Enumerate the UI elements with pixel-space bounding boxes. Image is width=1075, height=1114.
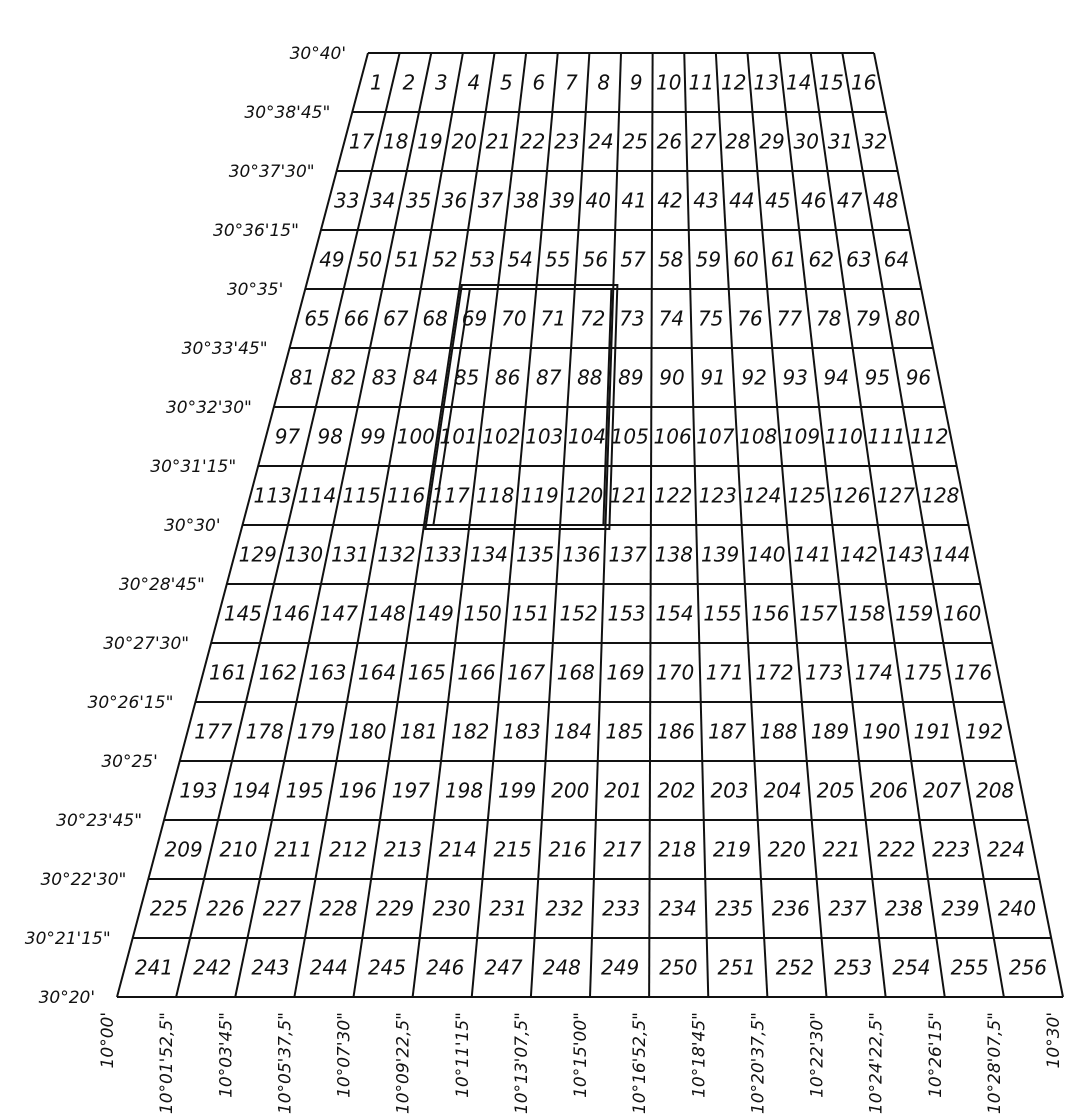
cell-number: 225 — [149, 896, 188, 921]
cell-number: 72 — [579, 306, 606, 331]
cell-number: 60 — [733, 247, 759, 272]
cell-number: 36 — [441, 188, 468, 213]
longitude-label: 10°13'07,5" — [511, 1012, 532, 1114]
latitude-label: 30°21'15" — [24, 929, 111, 949]
cell-number: 133 — [423, 542, 462, 567]
longitude-label: 10°20'37,5" — [748, 1012, 769, 1114]
cell-number: 202 — [657, 778, 696, 803]
cell-number: 192 — [965, 719, 1004, 744]
cell-number: 18 — [383, 129, 409, 154]
cell-number: 90 — [659, 365, 685, 390]
cell-number: 184 — [553, 719, 593, 744]
cell-number: 204 — [763, 778, 802, 803]
cell-number: 15 — [818, 70, 844, 95]
cell-number: 246 — [426, 955, 465, 980]
cell-number: 161 — [209, 660, 248, 685]
cell-number: 56 — [582, 247, 609, 272]
cell-number: 130 — [284, 542, 324, 567]
cell-number: 54 — [507, 247, 533, 272]
cell-number: 37 — [477, 188, 504, 213]
cell-number: 247 — [484, 955, 523, 980]
cell-number: 153 — [607, 601, 646, 626]
cell-number: 35 — [405, 188, 432, 213]
cell-number: 136 — [562, 542, 601, 567]
cell-number: 114 — [298, 483, 337, 508]
cell-number: 244 — [309, 955, 348, 980]
cell-number: 140 — [747, 542, 786, 567]
cell-number: 195 — [285, 778, 324, 803]
cell-number: 74 — [658, 306, 685, 331]
cell-number: 228 — [319, 896, 358, 921]
cell-number: 221 — [822, 837, 861, 862]
cell-number: 162 — [258, 660, 297, 685]
cell-number: 117 — [431, 483, 470, 508]
cell-number: 121 — [609, 483, 648, 508]
cell-number: 101 — [439, 424, 478, 449]
cell-number: 243 — [251, 955, 290, 980]
longitude-label: 10°28'07,5" — [984, 1012, 1005, 1114]
cell-number: 256 — [1008, 955, 1048, 980]
cell-number: 79 — [855, 306, 881, 331]
cell-number: 177 — [194, 719, 233, 744]
cell-number: 178 — [245, 719, 284, 744]
cell-number: 53 — [469, 247, 496, 272]
cell-number: 82 — [330, 365, 357, 390]
cell-number: 253 — [834, 955, 873, 980]
cell-number: 27 — [690, 129, 717, 154]
cell-number: 199 — [498, 778, 537, 803]
cell-number: 57 — [620, 247, 646, 272]
cell-number: 227 — [262, 896, 301, 921]
cell-number: 69 — [461, 306, 488, 331]
longitude-label: 10°30' — [1044, 1012, 1064, 1069]
cell-number: 169 — [606, 660, 645, 685]
cell-number: 132 — [377, 542, 416, 567]
longitude-label: 10°03'45" — [216, 1012, 237, 1098]
cell-number: 112 — [910, 424, 949, 449]
cell-number: 168 — [556, 660, 595, 685]
cell-number: 186 — [656, 719, 695, 744]
latitude-label: 30°28'45" — [118, 575, 205, 595]
cell-number: 216 — [548, 837, 587, 862]
cell-number: 40 — [585, 188, 611, 213]
longitude-label: 10°11'15" — [452, 1012, 473, 1098]
cell-number: 6 — [532, 70, 546, 95]
cell-number: 156 — [751, 601, 790, 626]
cell-number: 157 — [799, 601, 838, 626]
latitude-label: 30°25' — [101, 752, 158, 772]
cell-number: 248 — [542, 955, 581, 980]
cell-number: 237 — [828, 896, 867, 921]
cell-number: 50 — [356, 247, 383, 272]
cell-number: 223 — [932, 837, 971, 862]
cell-number: 211 — [274, 837, 313, 862]
cell-number: 198 — [444, 778, 484, 803]
cell-number: 220 — [767, 837, 806, 862]
cell-number: 222 — [877, 837, 916, 862]
cell-number: 98 — [317, 424, 343, 449]
cell-number: 151 — [511, 601, 550, 626]
cell-number: 167 — [507, 660, 546, 685]
cell-number: 100 — [396, 424, 435, 449]
cell-number: 194 — [232, 778, 271, 803]
latitude-label: 30°32'30" — [165, 398, 252, 418]
cell-number: 139 — [701, 542, 740, 567]
longitude-label: 10°09'22,5" — [393, 1012, 414, 1114]
cell-number: 67 — [383, 306, 409, 331]
cell-number: 70 — [501, 306, 527, 331]
cell-number: 231 — [488, 896, 528, 921]
longitude-label: 10°05'37,5" — [275, 1012, 296, 1114]
cell-number: 104 — [567, 424, 607, 449]
cell-number: 84 — [412, 365, 439, 390]
cell-number: 96 — [905, 365, 932, 390]
cell-number: 229 — [375, 896, 415, 921]
cell-number: 255 — [950, 955, 989, 980]
cell-number: 8 — [597, 70, 611, 95]
cell-number: 166 — [457, 660, 496, 685]
cell-number: 125 — [787, 483, 826, 508]
cell-number: 212 — [329, 837, 368, 862]
cell-number: 226 — [206, 896, 245, 921]
cell-number: 41 — [621, 188, 647, 213]
cell-number: 10 — [656, 70, 682, 95]
cell-number: 234 — [658, 896, 697, 921]
cell-number: 62 — [808, 247, 834, 272]
cell-number: 236 — [771, 896, 810, 921]
cell-number: 124 — [743, 483, 782, 508]
cell-number: 149 — [415, 601, 454, 626]
cell-number: 146 — [271, 601, 310, 626]
cell-number: 131 — [331, 542, 370, 567]
cell-number: 190 — [862, 719, 901, 744]
cell-number: 14 — [785, 70, 812, 95]
cell-number: 214 — [438, 837, 477, 862]
cell-number: 128 — [921, 483, 960, 508]
cell-number: 23 — [554, 129, 580, 154]
cell-number: 21 — [485, 129, 512, 154]
cell-number: 215 — [493, 837, 532, 862]
cell-number: 20 — [451, 129, 477, 154]
longitude-labels — [98, 1012, 1064, 1114]
cell-number: 52 — [432, 247, 458, 272]
cell-number: 48 — [872, 188, 899, 213]
cell-number: 160 — [943, 601, 982, 626]
cell-number: 89 — [618, 365, 644, 390]
cell-number: 141 — [793, 542, 832, 567]
cell-number: 208 — [976, 778, 1015, 803]
longitude-label: 10°24'22,5" — [866, 1012, 887, 1114]
longitude-label: 10°00' — [98, 1012, 118, 1069]
cell-number: 185 — [605, 719, 644, 744]
latitude-label: 30°38'45" — [244, 103, 331, 123]
cell-number: 49 — [319, 247, 345, 272]
cell-number: 171 — [705, 660, 744, 685]
cell-number: 44 — [729, 188, 755, 213]
latitude-label: 30°31'15" — [150, 457, 237, 477]
cell-number: 34 — [369, 188, 396, 213]
cell-number: 239 — [941, 896, 980, 921]
cell-number: 24 — [588, 129, 614, 154]
cell-number: 86 — [494, 365, 521, 390]
cell-number: 191 — [913, 719, 952, 744]
cell-number: 165 — [407, 660, 446, 685]
cell-number: 116 — [387, 483, 426, 508]
cell-number: 240 — [997, 896, 1037, 921]
cell-number: 29 — [759, 129, 785, 154]
cell-number: 61 — [770, 247, 797, 272]
cell-number: 31 — [827, 129, 854, 154]
longitude-label: 10°15'00" — [571, 1012, 591, 1098]
longitude-label: 10°22'30" — [807, 1012, 828, 1098]
cell-number: 230 — [432, 896, 471, 921]
cell-number: 201 — [604, 778, 643, 803]
cell-number: 218 — [657, 837, 697, 862]
cell-number: 95 — [864, 365, 891, 390]
cell-number: 242 — [193, 955, 232, 980]
cell-number: 11 — [688, 70, 714, 95]
cell-number: 238 — [884, 896, 924, 921]
cell-number: 232 — [545, 896, 584, 921]
cell-number: 213 — [383, 837, 423, 862]
cell-number: 245 — [367, 955, 407, 980]
cell-number: 93 — [782, 365, 808, 390]
cell-number: 126 — [832, 483, 871, 508]
cell-number: 174 — [854, 660, 893, 685]
cell-number: 71 — [540, 306, 566, 331]
cell-number: 154 — [655, 601, 694, 626]
cell-number: 22 — [519, 129, 546, 154]
cell-number: 33 — [334, 188, 360, 213]
cell-number: 147 — [319, 601, 358, 626]
cell-number: 143 — [885, 542, 925, 567]
cell-number: 188 — [759, 719, 798, 744]
cell-number: 17 — [348, 129, 375, 154]
cell-number: 2 — [402, 70, 416, 95]
cell-number: 118 — [476, 483, 515, 508]
cell-number: 42 — [657, 188, 683, 213]
cell-number: 103 — [525, 424, 564, 449]
cell-number: 129 — [238, 542, 277, 567]
cell-number: 30 — [793, 129, 819, 154]
cell-number: 183 — [502, 719, 541, 744]
cell-number: 164 — [358, 660, 397, 685]
cell-number: 144 — [932, 542, 971, 567]
cell-number: 66 — [343, 306, 370, 331]
latitude-label: 30°23'45" — [56, 811, 143, 831]
cell-number: 81 — [289, 365, 315, 390]
cell-number: 39 — [549, 188, 575, 213]
cell-number: 106 — [653, 424, 692, 449]
cell-number: 150 — [463, 601, 502, 626]
cell-number: 217 — [603, 837, 642, 862]
cell-number: 205 — [816, 778, 855, 803]
cell-number: 203 — [710, 778, 749, 803]
cell-number: 64 — [883, 247, 910, 272]
cell-number: 7 — [564, 70, 578, 95]
latitude-label: 30°27'30" — [103, 634, 190, 654]
cell-number: 158 — [847, 601, 886, 626]
latitude-label: 30°33'45" — [181, 339, 268, 359]
cell-number: 109 — [781, 424, 821, 449]
cell-number: 16 — [850, 70, 877, 95]
cell-number: 111 — [867, 424, 906, 449]
cell-number: 155 — [703, 601, 742, 626]
cell-number: 252 — [775, 955, 814, 980]
longitude-label: 10°16'52,5" — [630, 1012, 651, 1114]
latitude-label: 30°40' — [289, 44, 346, 64]
cell-number: 127 — [876, 483, 915, 508]
cell-number: 251 — [717, 955, 756, 980]
cell-number: 145 — [223, 601, 263, 626]
cell-number: 196 — [338, 778, 377, 803]
cell-number: 207 — [922, 778, 962, 803]
cell-number: 73 — [619, 306, 645, 331]
cell-number: 43 — [693, 188, 719, 213]
latitude-label: 30°20' — [38, 988, 95, 1008]
cell-number: 120 — [565, 483, 604, 508]
cell-number: 88 — [577, 365, 603, 390]
cell-number: 180 — [348, 719, 387, 744]
cell-number: 209 — [164, 837, 203, 862]
cell-number: 170 — [656, 660, 695, 685]
cell-number: 206 — [869, 778, 908, 803]
cell-number: 134 — [469, 542, 509, 567]
cell-number: 75 — [697, 306, 724, 331]
cell-number: 110 — [824, 424, 863, 449]
cell-number: 26 — [656, 129, 683, 154]
cell-number: 172 — [755, 660, 794, 685]
cell-number: 187 — [708, 719, 747, 744]
latitude-label: 30°26'15" — [87, 693, 174, 713]
cell-number: 241 — [134, 955, 174, 980]
cell-number: 76 — [737, 306, 763, 331]
cell-number: 91 — [700, 365, 726, 390]
cell-number: 77 — [776, 306, 803, 331]
cell-number: 159 — [895, 601, 934, 626]
cell-number: 63 — [846, 247, 872, 272]
cell-number: 105 — [610, 424, 649, 449]
cell-number: 135 — [516, 542, 555, 567]
cell-number: 254 — [892, 955, 931, 980]
cell-number: 189 — [810, 719, 850, 744]
cell-number: 12 — [721, 70, 747, 95]
longitude-label: 10°26'15" — [925, 1012, 946, 1098]
cell-number: 142 — [839, 542, 878, 567]
cell-number: 32 — [861, 129, 888, 154]
cell-number: 5 — [499, 70, 513, 95]
cell-number: 13 — [753, 70, 779, 95]
cell-number: 250 — [659, 955, 698, 980]
cell-number: 38 — [513, 188, 540, 213]
cell-number: 148 — [367, 601, 406, 626]
cell-number: 219 — [712, 837, 752, 862]
cell-number: 163 — [308, 660, 347, 685]
cell-number: 113 — [253, 483, 292, 508]
cell-number: 68 — [422, 306, 448, 331]
cell-number: 193 — [179, 778, 218, 803]
cell-number: 55 — [545, 247, 571, 272]
cell-number: 138 — [654, 542, 693, 567]
cell-number: 173 — [805, 660, 844, 685]
cell-number: 102 — [482, 424, 521, 449]
cell-number: 123 — [698, 483, 737, 508]
cell-number: 51 — [394, 247, 420, 272]
cell-number: 200 — [551, 778, 590, 803]
latitude-label: 30°37'30" — [228, 162, 315, 182]
longitude-label: 10°01'52,5" — [157, 1012, 178, 1114]
cell-number: 58 — [657, 247, 684, 272]
cell-number: 3 — [435, 70, 448, 95]
cell-number: 78 — [816, 306, 842, 331]
cell-number: 59 — [695, 247, 722, 272]
cell-number: 197 — [391, 778, 430, 803]
latitude-label: 30°35' — [226, 280, 284, 300]
cell-number: 94 — [823, 365, 849, 390]
cell-number: 210 — [219, 837, 258, 862]
cell-number: 249 — [601, 955, 640, 980]
cell-number: 47 — [836, 188, 863, 213]
cell-number: 107 — [696, 424, 735, 449]
cell-number: 175 — [904, 660, 943, 685]
latitude-label: 30°22'30" — [40, 870, 127, 890]
cell-number: 115 — [342, 483, 381, 508]
cell-number: 99 — [360, 424, 386, 449]
cell-number: 65 — [304, 306, 330, 331]
cell-number: 25 — [622, 129, 648, 154]
cell-number: 224 — [986, 837, 1026, 862]
cell-number: 83 — [371, 365, 398, 390]
cell-number: 137 — [608, 542, 647, 567]
cell-number: 9 — [629, 70, 643, 95]
cell-number: 97 — [274, 424, 301, 449]
cell-number: 19 — [417, 129, 443, 154]
cell-number: 87 — [536, 365, 562, 390]
cell-number: 119 — [520, 483, 559, 508]
cell-number: 1 — [370, 70, 383, 95]
cell-number: 4 — [467, 70, 481, 95]
cell-number: 182 — [451, 719, 490, 744]
longitude-label: 10°18'45" — [689, 1012, 710, 1098]
cell-number: 80 — [894, 306, 921, 331]
cell-number: 108 — [739, 424, 778, 449]
cell-number: 179 — [296, 719, 336, 744]
longitude-label: 10°07'30" — [334, 1012, 355, 1098]
cell-number: 45 — [765, 188, 791, 213]
latitude-label: 30°30' — [164, 516, 221, 536]
cell-number: 92 — [741, 365, 767, 390]
cell-number: 181 — [399, 719, 438, 744]
cell-number: 122 — [654, 483, 693, 508]
latitude-label: 30°36'15" — [213, 221, 299, 241]
cell-number: 235 — [715, 896, 754, 921]
cell-number: 233 — [602, 896, 641, 921]
cell-number: 176 — [954, 660, 993, 685]
cell-number: 28 — [725, 129, 751, 154]
cell-number: 152 — [559, 601, 598, 626]
cell-number: 85 — [453, 365, 480, 390]
cell-number: 46 — [801, 188, 827, 213]
